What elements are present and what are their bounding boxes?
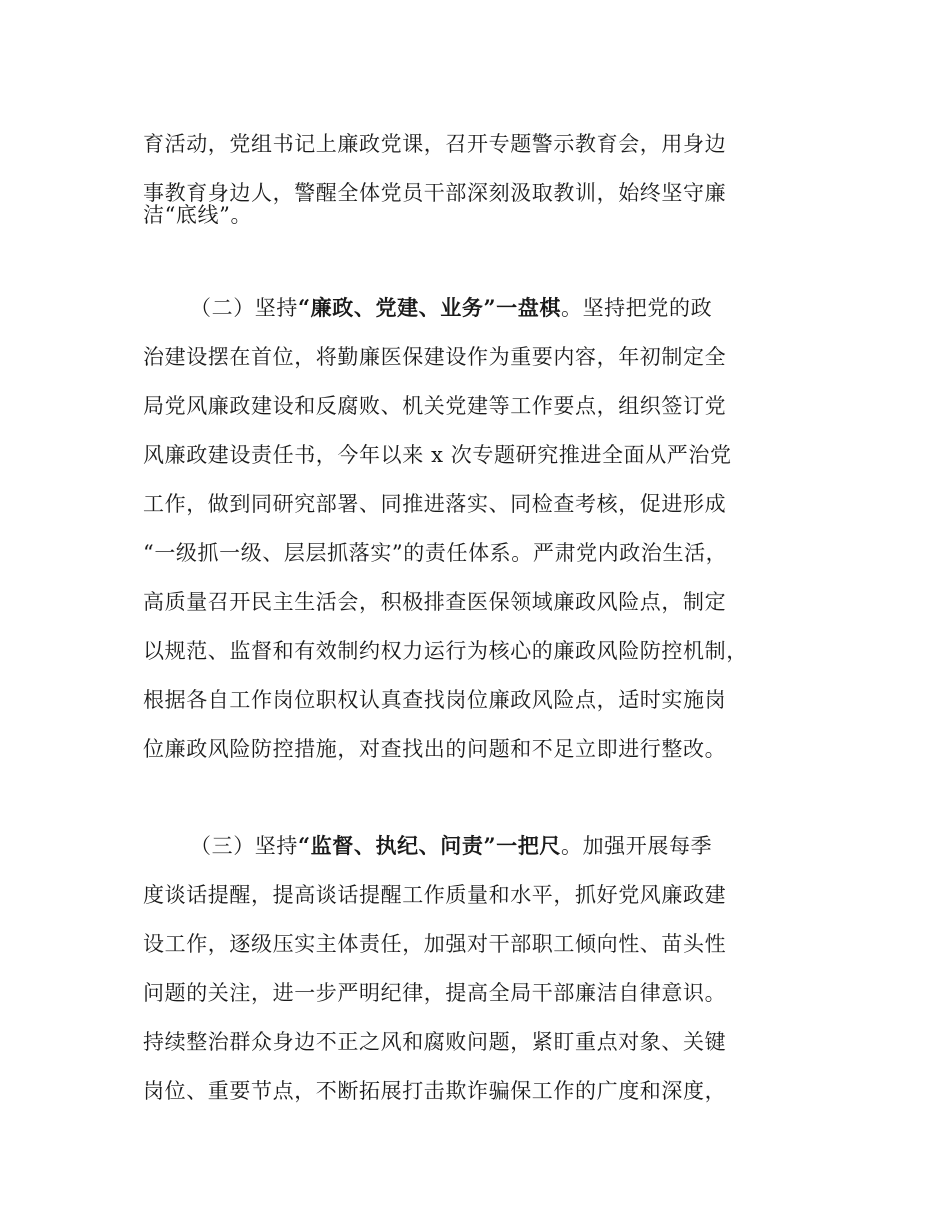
paragraph-2-line-5: “一级抓一级、层层抓落实”的责任体系。严肃党内政治生活， [143, 541, 728, 565]
paragraph-2-heading-line [190, 288, 870, 328]
paragraph-3-heading-bold: “监督、执纪、问责”一把尺 [298, 833, 561, 858]
paragraph-2-heading-bold: “廉政、党建、业务”一盘棋 [298, 295, 561, 320]
paragraph-2-line-7: 以规范、监督和有效制约权力运行为核心的廉政风险防控机制， [143, 639, 748, 663]
paragraph-3-line-3: 问题的关注，进一步严明纪律，提高全局干部廉洁自律意识。 [143, 981, 727, 1005]
paragraph-2-heading-rest: 。坚持把党的政 [560, 296, 713, 320]
paragraph-2-line-8: 根据各自工作岗位职权认真查找岗位廉政风险点，适时实施岗 [143, 688, 727, 712]
paragraph-1-line-1: 育活动，党组书记上廉政党课，召开专题警示教育会，用身边 [143, 132, 727, 156]
paragraph-3-heading-rest: 。加强开展每季 [560, 834, 713, 858]
paragraph-3-line-5: 岗位、重要节点，不断拓展打击欺诈骗保工作的广度和深度， [143, 1079, 727, 1103]
paragraph-3-heading-line [190, 826, 870, 866]
paragraph-2-line-3: 风廉政建设责任书，今年以来 x 次专题研究推进全面从严治党 [143, 443, 732, 467]
paragraph-3-line-4: 持续整治群众身边不正之风和腐败问题，紧盯重点对象、关键 [143, 1030, 727, 1054]
paragraph-2-line-2: 局党风廉政建设和反腐败、机关党建等工作要点，组织签订党 [143, 394, 727, 418]
paragraph-2-line-4: 工作，做到同研究部署、同推进落实、同检查考核，促进形成 [143, 492, 727, 516]
paragraph-1-line-2: 事教育身边人，警醒全体党员干部深刻汲取教训，始终坚守廉 [143, 181, 727, 205]
paragraph-1-line-3: 洁“底线”。 [143, 203, 253, 227]
paragraph-2-line-6: 高质量召开民主生活会，积极排查医保领域廉政风险点，制定 [143, 590, 727, 614]
paragraph-2-line-9: 位廉政风险防控措施，对查找出的问题和不足立即进行整改。 [143, 737, 727, 761]
paragraph-2-heading-prefix: （二）坚持 [190, 296, 298, 320]
paragraph-2-line-1: 治建设摆在首位，将勤廉医保建设作为重要内容，年初制定全 [143, 345, 727, 369]
paragraph-3-heading-prefix: （三）坚持 [190, 834, 298, 858]
paragraph-3-line-2: 设工作，逐级压实主体责任，加强对干部职工倾向性、苗头性 [143, 932, 727, 956]
paragraph-3-line-1: 度谈话提醒，提高谈话提醒工作质量和水平，抓好党风廉政建 [143, 883, 727, 907]
